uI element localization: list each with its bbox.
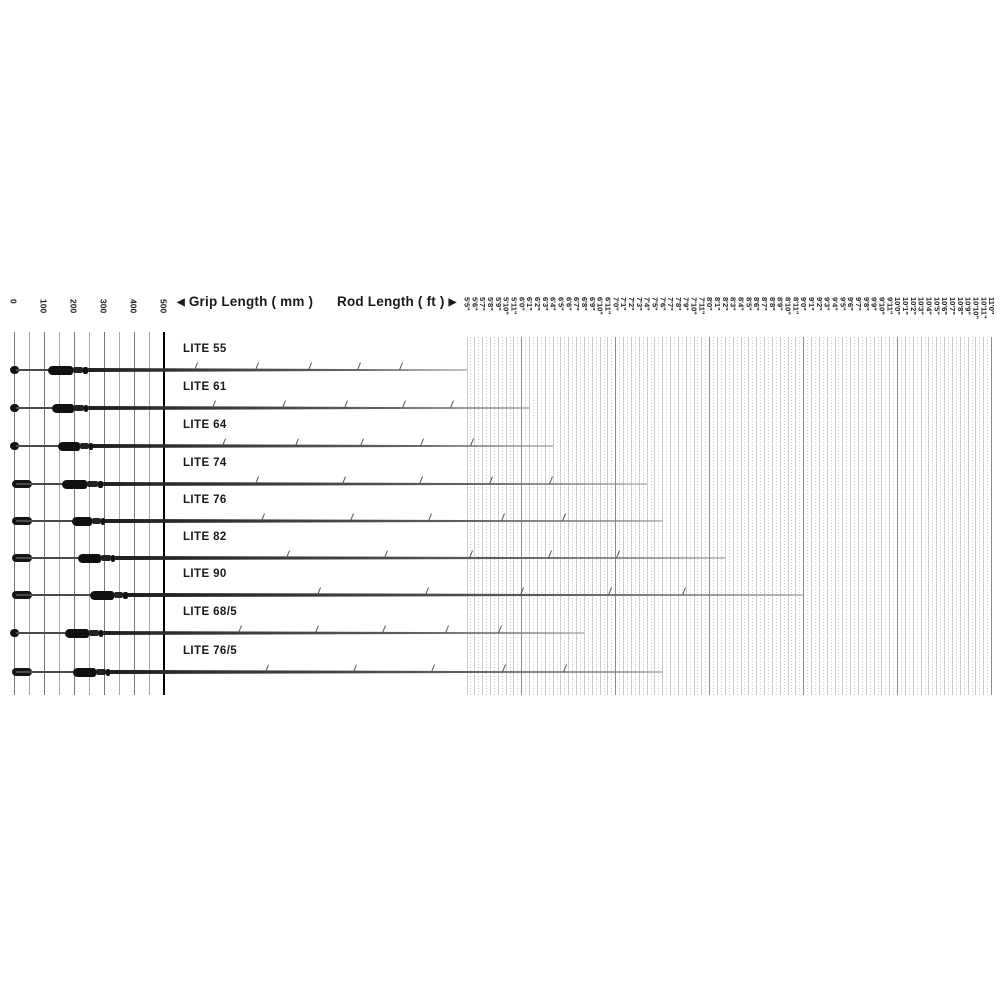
- grip-gridline: [149, 332, 150, 695]
- rod-tick-label: 7'1": [619, 297, 629, 311]
- rod-tick-label: 8'11": [791, 297, 801, 315]
- rod-gridline: [670, 337, 671, 695]
- rod-gridline: [846, 337, 847, 695]
- rod-gridline: [541, 337, 542, 695]
- rod-gridline: [658, 337, 659, 695]
- rod-tick-label: 6'6": [564, 297, 574, 311]
- rod-tick-label: 5'8": [485, 297, 495, 311]
- rod-guide-mark: [450, 400, 454, 408]
- rod-gridline: [885, 337, 886, 695]
- rod-gridline: [470, 337, 471, 695]
- rod-gridline: [713, 337, 714, 695]
- rod-gridline: [788, 337, 789, 695]
- rod-gridline: [682, 337, 683, 695]
- rod-gridline: [819, 337, 820, 695]
- rod-gridline: [741, 337, 742, 695]
- rod-axis-title: Rod Length ( ft ): [337, 294, 445, 309]
- rod-gridline: [666, 337, 667, 695]
- rod-model-label: LITE 55: [183, 343, 227, 355]
- rod-tick-label: 7'2": [626, 297, 636, 311]
- grip-gridline: [89, 332, 90, 695]
- rod-model-label: LITE 64: [183, 419, 227, 431]
- rod-grip-rear: [58, 442, 80, 451]
- rod-gridline: [791, 337, 792, 695]
- rod-tick-label: 5'10": [501, 297, 511, 315]
- rod-grip-rear: [73, 668, 96, 677]
- rod-gridline: [705, 337, 706, 695]
- rod-tick-label: 10'5": [932, 297, 942, 315]
- rod-grip-mid: [73, 367, 83, 373]
- rod-gridline: [975, 337, 976, 695]
- rod-gridline: [529, 337, 530, 695]
- rod-grip-rear: [62, 480, 87, 489]
- rod-gridline: [862, 337, 863, 695]
- rod-shaft: [16, 407, 52, 409]
- rod-gridline: [506, 337, 507, 695]
- rod-blank: [115, 556, 725, 560]
- rod-tick-label: 7'5": [650, 297, 660, 311]
- rod-gridline: [784, 337, 785, 695]
- rod-gridline: [850, 337, 851, 695]
- rod-gridline: [615, 337, 616, 695]
- rod-tick-label: 10'9": [963, 297, 973, 315]
- rod-tick-label: 8'9": [775, 297, 785, 311]
- right-arrow-icon: ▶: [448, 297, 457, 308]
- grip-gridline: [14, 332, 15, 695]
- rod-tick-label: 5'11": [509, 297, 519, 315]
- rod-grip-nut: [84, 405, 88, 412]
- rod-gridline: [940, 337, 941, 695]
- rod-grip-mid: [114, 592, 124, 598]
- rod-gridline: [478, 337, 479, 695]
- rod-tick-label: 9'5": [838, 297, 848, 311]
- rod-grip-mid: [101, 555, 111, 561]
- rod-tick-label: 6'4": [548, 297, 558, 311]
- rod-gridline: [776, 337, 777, 695]
- grip-gridline: [134, 332, 135, 695]
- rod-gridline: [909, 337, 910, 695]
- rod-gridline: [694, 337, 695, 695]
- grip-tick-label: 400: [128, 299, 139, 314]
- rod-blank: [103, 482, 647, 486]
- rod-tick-label: 7'4": [642, 297, 652, 311]
- rod-model-label: LITE 61: [183, 381, 227, 393]
- rod-gridline: [486, 337, 487, 695]
- rod-shaft: [16, 594, 90, 596]
- rod-gridline: [604, 337, 605, 695]
- rod-gridline: [510, 337, 511, 695]
- rod-tick-label: 9'3": [822, 297, 832, 311]
- rod-grip-rear: [90, 591, 114, 600]
- rod-guide-mark: [399, 362, 403, 370]
- rod-grip-rear: [48, 366, 73, 375]
- rod-gridline: [760, 337, 761, 695]
- rod-gridline: [936, 337, 937, 695]
- rod-gridline: [592, 337, 593, 695]
- rod-gridline: [831, 337, 832, 695]
- rod-tick-label: 8'0": [705, 297, 715, 311]
- rod-tick-label: 5'9": [493, 297, 503, 311]
- rod-gridline: [588, 337, 589, 695]
- rod-gridline: [803, 337, 804, 695]
- rod-gridline: [733, 337, 734, 695]
- rod-gridline: [983, 337, 984, 695]
- rod-gridline: [729, 337, 730, 695]
- rod-gridline: [913, 337, 914, 695]
- rod-tick-label: 10'3": [916, 297, 926, 315]
- rod-gridline: [474, 337, 475, 695]
- rod-gridline: [748, 337, 749, 695]
- rod-tick-label: 7'8": [673, 297, 683, 311]
- rod-tick-label: 9'11": [885, 297, 895, 315]
- rod-tick-label: 10'2": [908, 297, 918, 315]
- rod-gridline: [835, 337, 836, 695]
- rod-gridline: [725, 337, 726, 695]
- rod-grip-nut: [83, 367, 88, 374]
- rod-gridline: [979, 337, 980, 695]
- rod-gridline: [623, 337, 624, 695]
- rod-gridline: [972, 337, 973, 695]
- rod-tick-label: 10'11": [979, 297, 989, 319]
- rod-gridline: [721, 337, 722, 695]
- rod-gridline: [651, 337, 652, 695]
- rod-gridline: [893, 337, 894, 695]
- rod-gridline: [752, 337, 753, 695]
- rod-gridline: [991, 337, 992, 695]
- rod-gridline: [944, 337, 945, 695]
- rod-grip-rear: [72, 517, 92, 526]
- rod-model-label: LITE 82: [183, 531, 227, 543]
- grip-tick-label: 0: [8, 299, 19, 304]
- rod-grip-mid: [80, 443, 89, 449]
- rod-tick-label: 7'6": [658, 297, 668, 311]
- rod-grip-mid: [87, 481, 98, 487]
- rod-gridline: [701, 337, 702, 695]
- rod-gridline: [897, 337, 898, 695]
- rod-tick-label: 5'5": [462, 297, 472, 311]
- rod-gridline: [697, 337, 698, 695]
- rod-tick-label: 7'0": [611, 297, 621, 311]
- rod-gridline: [647, 337, 648, 695]
- rod-gridline: [482, 337, 483, 695]
- rod-tick-label: 7'3": [634, 297, 644, 311]
- rod-tick-label: 6'3": [540, 297, 550, 311]
- rod-grip-nut: [123, 592, 128, 599]
- left-arrow-icon: ◀: [177, 297, 185, 308]
- rod-gridline: [568, 337, 569, 695]
- rod-tick-label: 8'2": [720, 297, 730, 311]
- rod-tick-label: 7'11": [697, 297, 707, 315]
- rod-gridline: [838, 337, 839, 695]
- rod-gridline: [905, 337, 906, 695]
- rod-tick-label: 6'0": [517, 297, 527, 311]
- rod-tick-label: 8'5": [744, 297, 754, 311]
- rod-gridline: [780, 337, 781, 695]
- rod-gridline: [576, 337, 577, 695]
- grip-gridline: [29, 332, 30, 695]
- rod-gridline: [823, 337, 824, 695]
- rod-tick-label: 8'8": [767, 297, 777, 311]
- rod-grip-nut: [106, 669, 110, 676]
- rod-gridline: [467, 337, 468, 695]
- rod-gridline: [517, 337, 518, 695]
- rod-tick-label: 9'1": [807, 297, 817, 311]
- rod-blank: [103, 631, 584, 635]
- rod-gridline: [948, 337, 949, 695]
- rod-tick-label: 9'9": [869, 297, 879, 311]
- rod-shaft: [16, 557, 78, 559]
- rod-gridline: [842, 337, 843, 695]
- rod-grip-nut: [101, 518, 105, 525]
- rod-gridline: [545, 337, 546, 695]
- rod-grip-mid: [89, 630, 99, 636]
- rod-tick-label: 6'8": [579, 297, 589, 311]
- rod-tick-label: 6'1": [525, 297, 535, 311]
- rod-tick-label: 10'0": [893, 297, 903, 315]
- rod-gridline: [525, 337, 526, 695]
- grip-axis-title: Grip Length ( mm ): [188, 294, 314, 309]
- rod-gridline: [917, 337, 918, 695]
- rod-shaft: [16, 632, 65, 634]
- rod-gridline: [560, 337, 561, 695]
- rod-grip-rear: [65, 629, 89, 638]
- grip-tick-label: 500: [158, 299, 169, 314]
- rod-gridline: [654, 337, 655, 695]
- rod-tick-label: 9'7": [854, 297, 863, 311]
- rod-tick-label: 8'6": [752, 297, 762, 311]
- rod-gridline: [756, 337, 757, 695]
- rod-gridline: [572, 337, 573, 695]
- rod-tick-label: 6'5": [556, 297, 566, 311]
- rod-model-label: LITE 90: [183, 568, 227, 580]
- rod-tick-label: 8'1": [713, 297, 723, 311]
- rod-grip-nut: [89, 443, 93, 450]
- rod-shaft: [16, 445, 58, 447]
- rod-tick-label: 9'4": [830, 297, 840, 311]
- rod-gridline: [639, 337, 640, 695]
- rod-gridline: [553, 337, 554, 695]
- rod-gridline: [662, 337, 663, 695]
- rod-shaft: [16, 520, 72, 522]
- rod-gridline: [580, 337, 581, 695]
- rod-gridline: [513, 337, 514, 695]
- rod-blank: [88, 368, 467, 372]
- rod-gridline: [858, 337, 859, 695]
- rod-gridline: [607, 337, 608, 695]
- rod-gridline: [494, 337, 495, 695]
- rod-model-label: LITE 74: [183, 457, 227, 469]
- rod-shaft: [16, 369, 48, 371]
- rod-gridline: [643, 337, 644, 695]
- rod-tick-label: 8'4": [736, 297, 746, 311]
- rod-gridline: [960, 337, 961, 695]
- rod-gridline: [827, 337, 828, 695]
- rod-gridline: [631, 337, 632, 695]
- rod-shaft: [16, 671, 73, 673]
- rod-gridline: [674, 337, 675, 695]
- rod-tick-label: 10'10": [971, 297, 981, 320]
- rod-tick-label: 7'10": [689, 297, 699, 315]
- rod-gridline: [533, 337, 534, 695]
- rod-tick-label: 6'9": [587, 297, 597, 311]
- rod-gridline: [744, 337, 745, 695]
- rod-gridline: [549, 337, 550, 695]
- rod-tick-label: 6'10": [595, 297, 605, 315]
- rod-tick-label: 8'10": [783, 297, 793, 315]
- rod-gridline: [764, 337, 765, 695]
- rod-gridline: [870, 337, 871, 695]
- rod-tick-label: 10'8": [955, 297, 965, 315]
- rod-model-label: LITE 68/5: [183, 606, 238, 618]
- rod-gridline: [600, 337, 601, 695]
- rod-gridline: [889, 337, 890, 695]
- rod-tick-label: 8'7": [760, 297, 770, 311]
- rod-tick-label: 9'2": [814, 297, 824, 311]
- rod-blank: [93, 444, 553, 448]
- rod-grip-mid: [74, 405, 83, 411]
- rod-model-label: LITE 76: [183, 494, 227, 506]
- grip-gridline: [59, 332, 60, 695]
- rod-gridline: [921, 337, 922, 695]
- rod-gridline: [952, 337, 953, 695]
- rod-gridline: [964, 337, 965, 695]
- rod-gridline: [811, 337, 812, 695]
- rod-gridline: [799, 337, 800, 695]
- rod-grip-nut: [111, 555, 115, 562]
- grip-gridline: [104, 332, 105, 695]
- rod-tick-label: 11'0": [987, 297, 997, 315]
- rod-gridline: [866, 337, 867, 695]
- rod-gridline: [537, 337, 538, 695]
- rod-blank: [88, 406, 530, 410]
- rod-gridline: [932, 337, 933, 695]
- rod-gridline: [901, 337, 902, 695]
- rod-gridline: [815, 337, 816, 695]
- rod-tick-label: 7'7": [666, 297, 676, 311]
- rod-gridline: [925, 337, 926, 695]
- rod-grip-nut: [98, 481, 103, 488]
- rod-grip-rear: [52, 404, 74, 413]
- rod-gridline: [968, 337, 969, 695]
- rod-tick-label: 10'6": [940, 297, 950, 315]
- grip-gridline: [44, 332, 45, 695]
- rod-gridline: [521, 337, 522, 695]
- rod-gridline: [737, 337, 738, 695]
- rod-gridline: [795, 337, 796, 695]
- rod-gridline: [717, 337, 718, 695]
- rod-gridline: [878, 337, 879, 695]
- rod-gridline: [881, 337, 882, 695]
- grip-gridline: [163, 332, 165, 695]
- rod-model-label: LITE 76/5: [183, 645, 238, 657]
- rod-gridline: [498, 337, 499, 695]
- grip-tick-label: 300: [98, 299, 109, 314]
- rod-gridline: [627, 337, 628, 695]
- rod-tick-label: 9'6": [846, 297, 856, 311]
- rod-gridline: [709, 337, 710, 695]
- grip-tick-label: 200: [68, 299, 79, 314]
- rod-gridline: [956, 337, 957, 695]
- rod-gridline: [584, 337, 585, 695]
- rod-gridline: [854, 337, 855, 695]
- rod-tick-label: 10'4": [924, 297, 934, 315]
- rod-tick-label: 10'1": [900, 297, 910, 315]
- rod-gridline: [768, 337, 769, 695]
- rod-grip-mid: [96, 669, 106, 675]
- rod-tick-label: 5'6": [470, 297, 480, 311]
- rod-tick-label: 9'10": [877, 297, 887, 315]
- rod-gridline: [690, 337, 691, 695]
- rod-gridline: [928, 337, 929, 695]
- rod-tick-label: 5'7": [478, 297, 488, 311]
- rod-gridline: [807, 337, 808, 695]
- rod-shaft: [16, 483, 62, 485]
- rod-tick-label: 9'8": [861, 297, 871, 311]
- rod-gridline: [874, 337, 875, 695]
- rod-tick-label: 6'2": [532, 297, 542, 311]
- rod-tick-label: 8'3": [728, 297, 738, 311]
- grip-gridline: [119, 332, 120, 695]
- rod-tick-label: 10'7": [947, 297, 957, 315]
- rod-gridline: [686, 337, 687, 695]
- rod-tick-label: 7'9": [681, 297, 691, 311]
- rod-grip-rear: [78, 554, 101, 563]
- rod-gridline: [490, 337, 491, 695]
- rod-gridline: [596, 337, 597, 695]
- rod-tick-label: 6'7": [572, 297, 582, 311]
- rod-gridline: [772, 337, 773, 695]
- rod-gridline: [987, 337, 988, 695]
- grip-gridline: [74, 332, 75, 695]
- rod-grip-mid: [92, 518, 101, 524]
- rod-gridline: [678, 337, 679, 695]
- rod-gridline: [557, 337, 558, 695]
- rod-grip-nut: [99, 630, 104, 637]
- rod-tick-label: 9'0": [799, 297, 809, 311]
- rod-gridline: [619, 337, 620, 695]
- rod-gridline: [611, 337, 612, 695]
- rod-gridline: [635, 337, 636, 695]
- rod-tick-label: 6'11": [603, 297, 613, 315]
- grip-tick-label: 100: [38, 299, 49, 314]
